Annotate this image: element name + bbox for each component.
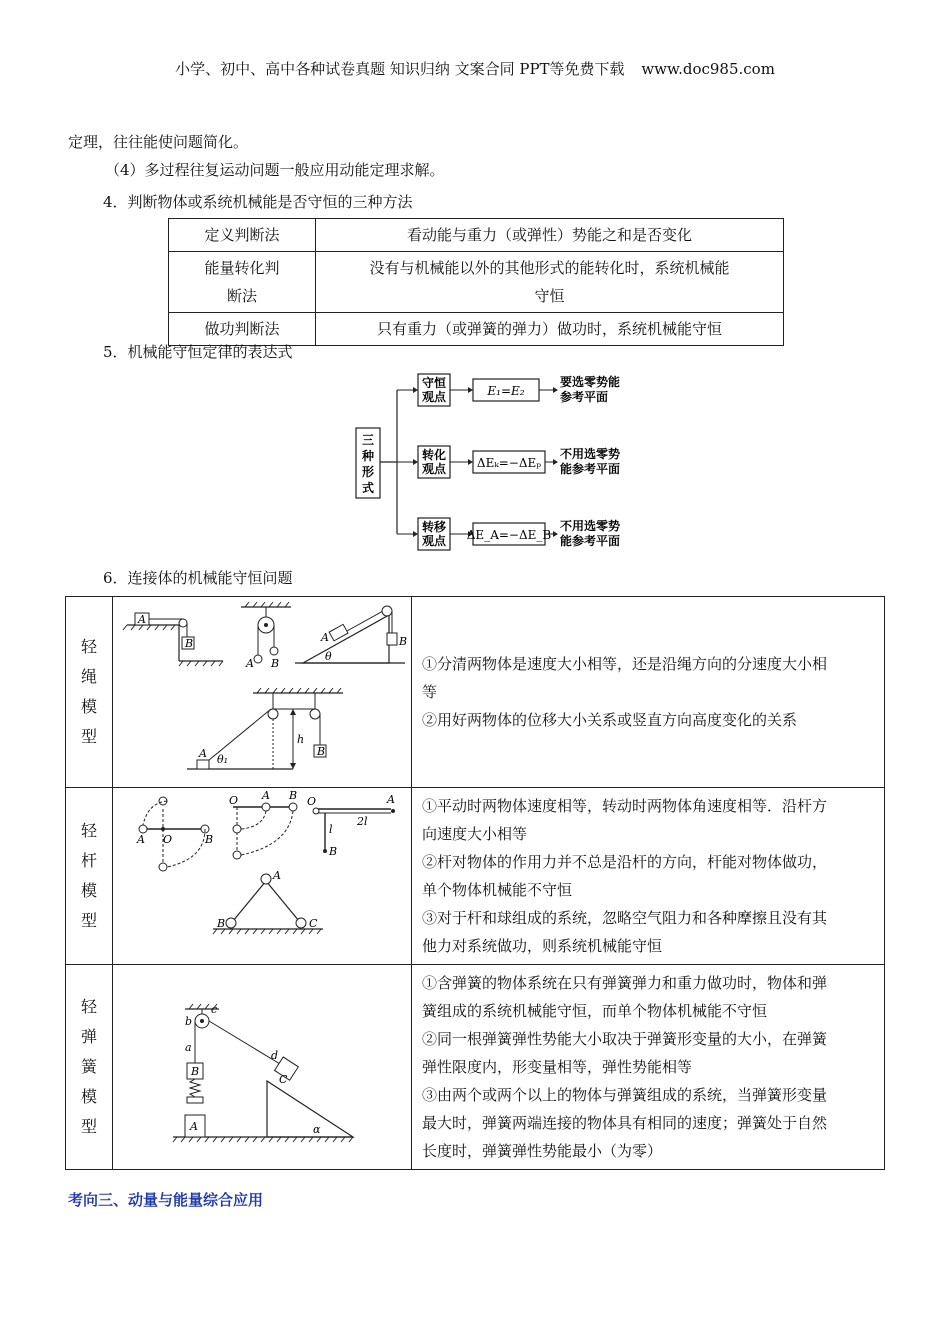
fig-label-B: B: [217, 917, 226, 930]
fig-label-A: A: [137, 833, 145, 846]
label-char: 型: [80, 727, 97, 746]
fig-label-A: A: [273, 869, 281, 882]
methods-table: [168, 218, 784, 346]
fig-label-A: A: [199, 747, 207, 760]
diagram-note: 不用选零势: [560, 447, 621, 461]
diagram-note: 要选零势能: [560, 375, 621, 389]
label-char: 模: [80, 881, 97, 900]
header-url: www.doc985.com: [641, 60, 775, 78]
label-char: 模: [80, 1087, 97, 1106]
model-description: [412, 597, 885, 788]
cell-line: 守恒: [534, 287, 565, 305]
table-row: [66, 965, 885, 1170]
fig-label-2l: 2l: [357, 815, 368, 828]
fig-label-alpha: α: [313, 1123, 321, 1136]
fig-label-B: B: [271, 657, 280, 670]
label-char: 型: [80, 911, 97, 930]
fig-label-B: B: [317, 745, 326, 758]
desc-line: 弹性限度内，形变量相等，弹性势能相等: [422, 1058, 693, 1076]
desc-line: 最大时，弹簧两端连接的物体具有相同的速度；弹簧处于自然: [422, 1114, 828, 1132]
diagram-formula: ΔEₖ=−ΔEₚ: [476, 456, 542, 470]
models-table: [65, 596, 885, 1170]
desc-line: 长度时，弹簧弹性势能最小（为零）: [422, 1142, 663, 1160]
desc-line: ①含弹簧的物体系统在只有弹簧弹力和重力做功时，物体和弹: [422, 974, 828, 992]
fig-label-O: O: [307, 795, 317, 808]
rod-model-figure: [113, 788, 412, 965]
page-header: [0, 58, 950, 79]
fig-label-B: B: [191, 1065, 200, 1078]
table-row: [169, 252, 784, 313]
fig-label-A: A: [262, 789, 270, 802]
section-title: 4．判断物体或系统机械能是否守恒的三种方法: [103, 193, 413, 211]
fig-label-c: c: [211, 1003, 218, 1016]
label-char: 轻: [80, 997, 97, 1016]
diagram-note: 不用选零势: [560, 519, 621, 533]
diagram-view-label: 转移: [421, 520, 447, 534]
table-cell: 只有重力（或弹簧的弹力）做功时，系统机械能守恒: [316, 313, 784, 346]
fig-label-theta: θ: [325, 650, 332, 663]
fig-label-b: b: [185, 1015, 193, 1028]
cell-line: 断法: [226, 287, 257, 305]
fig-label-B: B: [289, 789, 298, 802]
fig-label-A: A: [246, 657, 254, 670]
header-text: 小学、初中、高中各种试卷真题 知识归纳 文案合同 PPT等免费下载: [175, 60, 625, 78]
diagram-view-label: 观点: [421, 534, 447, 548]
diagram-root-char: 种: [361, 449, 375, 463]
paragraph: 定理，往往能使问题简化。: [68, 133, 249, 151]
desc-line: ②用好两物体的位移大小关系或竖直方向高度变化的关系: [422, 711, 798, 729]
diagram-formula: E₁=E₂: [487, 384, 525, 398]
desc-line: 向速度大小相等: [422, 825, 528, 843]
diagram-formula: ΔE_A=−ΔE_B: [466, 528, 552, 542]
diagram-root-char: 式: [361, 481, 375, 495]
fig-label-B: B: [205, 833, 214, 846]
desc-line: ③对于杆和球组成的系统，忽略空气阻力和各种摩擦且没有其: [422, 909, 828, 927]
desc-line: 单个物体机械能不守恒: [422, 881, 573, 899]
desc-line: ③由两个或两个以上的物体与弹簧组成的系统，当弹簧形变量: [422, 1086, 828, 1104]
desc-line: 他力对系统做功，则系统机械能守恒: [422, 937, 663, 955]
table-cell: 做功判断法: [169, 313, 316, 346]
cell-line: 能量转化判: [204, 259, 280, 277]
desc-line: ①平动时两物体速度相等，转动时两物体角速度相等．沿杆方: [422, 797, 828, 815]
table-cell: [169, 252, 316, 313]
section-heading: 考向三、动量与能量综合应用: [68, 1191, 264, 1209]
label-char: 轻: [80, 821, 97, 840]
diagram-note: 能参考平面: [560, 534, 621, 548]
diagram-view-label: 守恒: [421, 376, 447, 390]
diagram-note: 能参考平面: [560, 462, 621, 476]
diagram-view-label: 观点: [421, 390, 447, 404]
desc-line: ②杆对物体的作用力并不总是沿杆的方向，杆能对物体做功，: [422, 853, 828, 871]
label-char: 轻: [80, 637, 97, 656]
fig-label-C: C: [279, 1073, 288, 1086]
table-cell: [316, 252, 784, 313]
paragraph: （4）多过程往复运动问题一般应用动能定理求解。: [105, 161, 445, 179]
model-description: [412, 788, 885, 965]
label-char: 模: [80, 697, 97, 716]
conservation-forms-diagram: [350, 370, 650, 555]
fig-label-d: d: [271, 1049, 279, 1062]
fig-label-h: h: [297, 733, 305, 746]
fig-label-a: a: [185, 1041, 192, 1054]
fig-label-B: B: [329, 845, 338, 858]
fig-label-O: O: [229, 794, 239, 807]
fig-label-A: A: [387, 793, 395, 806]
model-description: [412, 965, 885, 1170]
label-char: 型: [80, 1117, 97, 1136]
diagram-root-char: 三: [361, 433, 375, 447]
table-row: [66, 597, 885, 788]
fig-label-B: B: [185, 637, 194, 650]
fig-label-C: C: [309, 917, 318, 930]
diagram-view-label: 观点: [421, 462, 447, 476]
label-char: 绳: [80, 667, 97, 686]
rope-model-figure: [113, 597, 412, 788]
fig-label-A: A: [321, 631, 329, 644]
section-title: 5．机械能守恒定律的表达式: [103, 343, 293, 361]
fig-label-O: O: [163, 833, 173, 846]
label-char: 弹: [80, 1027, 97, 1046]
model-label: [66, 965, 113, 1170]
desc-line: ①分清两物体是速度大小相等，还是沿绳方向的分速度大小相: [422, 655, 828, 673]
model-label: [66, 597, 113, 788]
diagram-root-char: 形: [361, 465, 375, 479]
fig-label-theta1: θ₁: [217, 753, 229, 766]
table-row: [169, 219, 784, 252]
spring-model-figure: [113, 965, 412, 1170]
desc-line: ②同一根弹簧弹性势能大小取决于弹簧形变量的大小，在弹簧: [422, 1030, 828, 1048]
diagram-note: 参考平面: [560, 390, 609, 404]
table-cell: 定义判断法: [169, 219, 316, 252]
table-row: [66, 788, 885, 965]
label-char: 杆: [80, 851, 97, 870]
fig-label-B: B: [399, 635, 408, 648]
fig-label-l: l: [329, 823, 333, 836]
fig-label-A: A: [138, 613, 146, 626]
diagram-view-label: 转化: [421, 448, 447, 462]
desc-line: 簧组成的系统机械能守恒，而单个物体机械能不守恒: [422, 1002, 768, 1020]
fig-label-A: A: [190, 1120, 198, 1133]
section-title: 6．连接体的机械能守恒问题: [103, 569, 293, 587]
label-char: 簧: [80, 1057, 97, 1076]
table-cell: 看动能与重力（或弹性）势能之和是否变化: [316, 219, 784, 252]
cell-line: 没有与机械能以外的其他形式的能转化时，系统机械能: [369, 259, 730, 277]
model-label: [66, 788, 113, 965]
desc-line: 等: [422, 683, 438, 701]
